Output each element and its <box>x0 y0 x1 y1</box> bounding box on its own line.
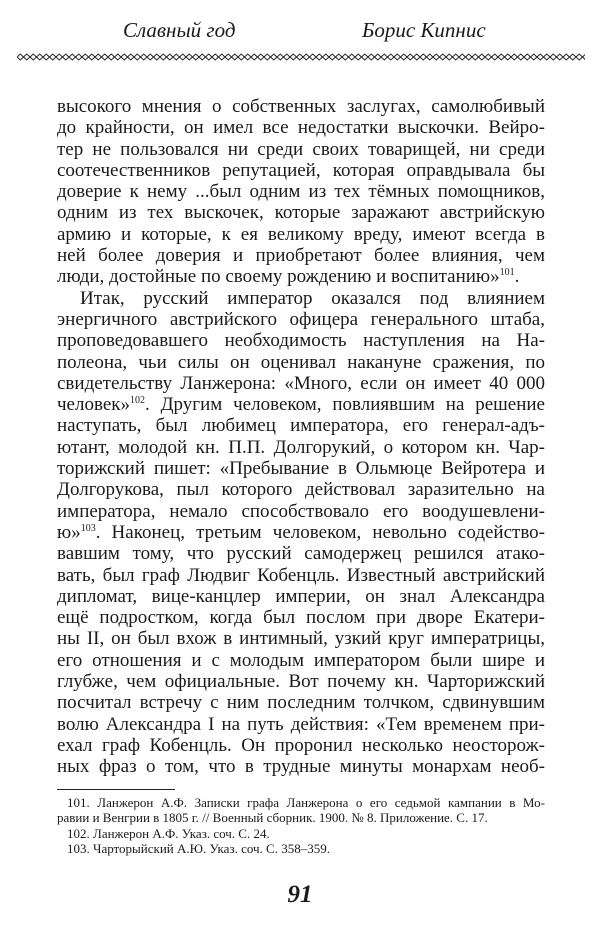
ornament-diamond <box>37 54 44 60</box>
text-line <box>57 266 545 287</box>
text-line <box>57 458 545 479</box>
footnote-reference[interactable]: 101 <box>499 267 515 279</box>
footnote-separator <box>57 789 175 790</box>
line-text: высокого мнения о собственных заслугах, самолюбивый <box>57 96 545 117</box>
line-text: ехал граф Кобенцль. Он проронил несколько неосторож- <box>57 734 545 756</box>
line-text: вавшим тому, что русский самодержец решился атако- <box>57 543 545 565</box>
ornament-diamond <box>440 54 447 60</box>
text-line <box>57 224 545 245</box>
text-line <box>57 735 545 756</box>
ornament-diamond <box>95 54 102 60</box>
text-line <box>57 415 545 436</box>
ornament-diamond <box>570 54 577 60</box>
ornament-diamond <box>245 54 252 60</box>
ornament-diamond <box>518 54 525 60</box>
ornament-diamond <box>583 54 586 60</box>
ornament-diamond <box>394 54 401 60</box>
ornament-diamond <box>329 54 336 60</box>
line-text: наступать, был любимец императора, его генерал-адъ- <box>57 415 545 437</box>
ornament-diamond <box>375 54 382 60</box>
ornament-diamond <box>284 54 291 60</box>
ornament-diamond <box>17 54 24 60</box>
text-line <box>57 139 545 160</box>
ornament-diamond <box>24 54 31 60</box>
text-line <box>57 628 545 649</box>
text-line <box>57 330 545 351</box>
ornament-diamond <box>505 54 512 60</box>
footnote-line: 103. Чарторыйский А.Ю. Указ. соч. С. 358–359. <box>67 840 330 856</box>
running-header-author: Борис Кипнис <box>362 18 486 42</box>
ornament-diamond <box>323 54 330 60</box>
running-header-book-title: Славный год <box>123 18 236 42</box>
ornament-diamond <box>492 54 499 60</box>
ornament-diamond <box>173 54 180 60</box>
ornament-diamond <box>479 54 486 60</box>
line-text: его отношения и с молодым императором были шире и <box>57 649 545 671</box>
ornament-diamond <box>89 54 96 60</box>
ornament-diamond <box>219 54 226 60</box>
line-text: . Наконец, третьим человеком, невольно содейство- <box>95 521 545 543</box>
ornament-diamond <box>115 54 122 60</box>
ornament-diamond <box>368 54 375 60</box>
ornament-diamond <box>531 54 538 60</box>
ornament-diamond <box>167 54 174 60</box>
text-line <box>57 586 545 607</box>
ornament-diamond <box>30 54 37 60</box>
line-text: ней более доверия и приобретают более влияния, чем <box>57 245 545 267</box>
line-text: Итак, русский император оказался под влиянием <box>80 287 545 309</box>
text-line <box>57 352 545 373</box>
line-text: ных фраз о том, что в трудные минуты монархам необ- <box>57 756 545 778</box>
text-line <box>57 671 545 692</box>
ornament-diamond <box>336 54 343 60</box>
text-line <box>57 245 545 266</box>
ornament-diamond <box>76 54 83 60</box>
text-line <box>57 756 545 777</box>
ornament-diamond <box>459 54 466 60</box>
line-text: ю» <box>57 521 81 543</box>
ornament-diamond <box>498 54 505 60</box>
line-text: волю Александра I на путь действия: «Тем временем при- <box>57 713 545 735</box>
line-text: проповедовавшего необходимость наступления на На- <box>57 330 545 352</box>
text-line <box>57 607 545 628</box>
line-text: люди, достойные по своему рождению и воспитанию» <box>57 266 500 288</box>
ornament-diamond <box>277 54 284 60</box>
ornament-diamond <box>511 54 518 60</box>
ornament-diamond <box>407 54 414 60</box>
ornament-diamond <box>69 54 76 60</box>
line-text: императора, немало способствовало его воодушевлени- <box>57 500 545 522</box>
ornament-diamond <box>427 54 434 60</box>
ornament-diamond <box>154 54 161 60</box>
line-text: до крайности, он имел все недостатки выскочки. Вейро- <box>57 117 545 139</box>
ornament-diamond <box>557 54 564 60</box>
line-text: тер не пользовался ни среди своих товарищей, ни среди <box>57 138 545 160</box>
text-line <box>57 714 545 735</box>
footnote-line: 101. Ланжерон А.Ф. Записки графа Ланжерона о его седьмой кампании в Мо- <box>67 795 545 810</box>
ornament-diamond <box>466 54 473 60</box>
ornament-diamond <box>199 54 206 60</box>
ornament-diamond <box>446 54 453 60</box>
line-text: энергичного австрийского офицера генерального штаба, <box>57 308 545 330</box>
ornament-diamond <box>258 54 265 60</box>
ornament-diamond <box>303 54 310 60</box>
ornament-diamond <box>128 54 135 60</box>
text-line <box>57 288 545 309</box>
line-text: соотечественников репутацией, которая оправдывала бы <box>57 159 545 181</box>
ornament-diamond <box>56 54 63 60</box>
ornament-diamond <box>420 54 427 60</box>
line-text: человек» <box>57 394 130 416</box>
line-text: дипломат, вице-канцлер империи, он знал Александра <box>57 585 545 607</box>
line-text: ны II, он был вхож в интимный, узкий круг императрицы, <box>57 628 545 650</box>
line-text: торижский пишет: «Пребывание в Ольмюце Вейротера и <box>57 458 545 480</box>
ornament-diamond <box>63 54 70 60</box>
ornament-diamond <box>401 54 408 60</box>
text-line <box>57 692 545 713</box>
ornament-diamond <box>251 54 258 60</box>
line-text: посчитал встречу с ним последним толчком, сдвинувшим <box>57 692 545 714</box>
ornament-diamond <box>121 54 128 60</box>
line-text: вать, был граф Людвиг Кобенцль. Известный австрийский <box>57 564 545 586</box>
ornament-diamond <box>472 54 479 60</box>
ornament-diamond <box>381 54 388 60</box>
ornament-diamond <box>297 54 304 60</box>
text-line <box>57 437 545 458</box>
ornament-diamond <box>550 54 557 60</box>
text-line <box>57 202 545 223</box>
text-line <box>57 501 545 522</box>
ornament-diamond <box>232 54 239 60</box>
ornament-diamond <box>310 54 317 60</box>
footnote-line: равии и Венгрии в 1805 г. // Военный сборник. 1900. № 8. Приложение. С. 17. <box>57 810 488 826</box>
ornament-diamond <box>433 54 440 60</box>
page-number: 91 <box>287 881 313 908</box>
ornament-diamond <box>355 54 362 60</box>
text-line <box>57 479 545 500</box>
ornament-diamond <box>271 54 278 60</box>
footnotes <box>57 795 545 856</box>
ornament-diamond <box>544 54 551 60</box>
text-line <box>57 565 545 586</box>
header-ornament-divider <box>17 52 585 62</box>
ornament-diamond <box>388 54 395 60</box>
line-text: ютант, молодой кн. П.П. Долгорукий, о котором кн. Чар- <box>57 436 545 458</box>
ornament-diamond <box>264 54 271 60</box>
line-text: Долгорукова, пыл которого действовал заразительно на <box>57 479 545 501</box>
ornament-diamond <box>524 54 531 60</box>
footnote-reference[interactable]: 103 <box>80 522 96 534</box>
text-line <box>57 522 545 543</box>
ornament-diamond <box>212 54 219 60</box>
ornament-diamond <box>141 54 148 60</box>
ornament-diamond <box>563 54 570 60</box>
text-line <box>57 309 545 330</box>
line-text: свидетельству Ланжерона: «Много, если он имеет 40 000 <box>57 372 545 394</box>
footnote-reference[interactable]: 102 <box>130 395 145 407</box>
ornament-diamond <box>316 54 323 60</box>
text-line <box>57 160 545 181</box>
ornament-diamond <box>180 54 187 60</box>
line-text: глубже, чем официальные. Вот почему кн. Чарторижский <box>57 671 545 693</box>
line-text: армию и которые, к ея великому вреду, имеют всегда в <box>57 223 545 245</box>
ornament-diamond <box>349 54 356 60</box>
text-line <box>57 96 545 117</box>
ornament-diamond <box>576 54 583 60</box>
line-text: . Другим человеком, повлиявшим на решение <box>145 394 545 416</box>
ornament-diamond <box>43 54 50 60</box>
footnote-line: 102. Ланжерон А.Ф. Указ. соч. С. 24. <box>67 825 270 841</box>
ornament-diamond <box>134 54 141 60</box>
ornament-diamond <box>160 54 167 60</box>
text-line <box>57 117 545 138</box>
ornament-diamond <box>290 54 297 60</box>
ornament-diamond <box>50 54 57 60</box>
text-line <box>57 543 545 564</box>
ornament-diamond <box>453 54 460 60</box>
ornament-diamond <box>82 54 89 60</box>
line-text: одним из тех выскочек, которые заражают австрийскую <box>57 202 545 224</box>
ornament-diamond <box>206 54 213 60</box>
text-line <box>57 650 545 671</box>
ornament-diamond <box>193 54 200 60</box>
ornament-diamond <box>108 54 115 60</box>
ornament-diamond <box>186 54 193 60</box>
text-line <box>57 394 545 415</box>
ornament-diamond <box>414 54 421 60</box>
ornament-diamond <box>485 54 492 60</box>
text-line <box>57 373 545 394</box>
ornament-diamond <box>147 54 154 60</box>
ornament-diamond <box>362 54 369 60</box>
line-text: ещё подростком, когда был послом при дворе Екатери- <box>57 607 545 629</box>
line-text: доверие к нему ...был одним из тех тёмных помощников, <box>57 181 545 203</box>
ornament-diamond <box>102 54 109 60</box>
ornament-diamond <box>225 54 232 60</box>
text-line <box>57 181 545 202</box>
ornament-diamond <box>537 54 544 60</box>
body-text <box>57 96 545 778</box>
ornament-diamond <box>238 54 245 60</box>
ornament-diamond <box>342 54 349 60</box>
line-text: . <box>514 266 520 288</box>
line-text: полеона, чьи силы он оценивал накануне сражения, по <box>57 351 545 373</box>
